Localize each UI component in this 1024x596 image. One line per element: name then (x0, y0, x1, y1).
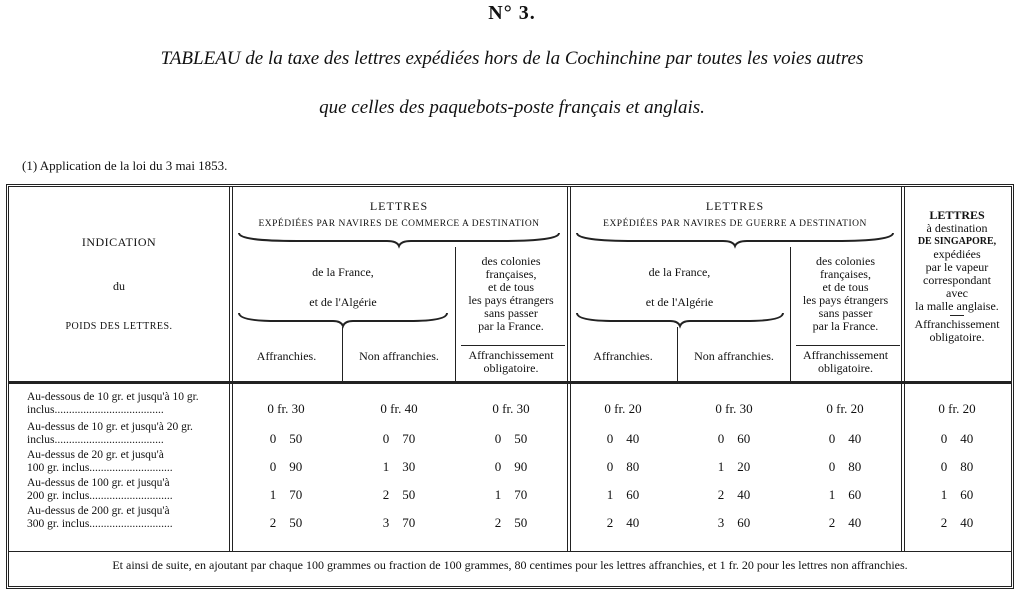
table-cell: 2 40 (606, 515, 640, 530)
row-label (27, 505, 237, 530)
footer-rule (9, 551, 1011, 552)
commerce-france-brace (237, 311, 449, 327)
colonies-line: sans passer (818, 306, 873, 320)
table-cell: 0 80 (606, 459, 640, 474)
table-cell: 0 40 (828, 431, 862, 446)
row-label-line: Au-dessus de 200 gr. et jusqu'à (27, 505, 170, 517)
row-label-line: Au-dessous de 10 gr. et jusqu'à 10 gr. (27, 391, 199, 403)
commerce-france-line1: de la France, (312, 265, 374, 279)
header-rule (9, 381, 1011, 384)
col-guerre-non-affranchies: Non affranchies. (694, 349, 774, 363)
singapore-header (903, 209, 1011, 344)
short-rule (796, 345, 900, 346)
row-label-line: inclus...................................... (27, 433, 164, 446)
row-label-line: Au-dessus de 100 gr. et jusqu'à (27, 477, 170, 489)
table-cell: 2 40 (717, 487, 751, 502)
singapore-line: LETTRES (929, 208, 985, 222)
indication-heading: INDICATION (81, 235, 157, 249)
table-cell: 1 60 (940, 487, 974, 502)
colonies-line: sans passer (484, 306, 538, 320)
table-cell: 1 70 (494, 487, 528, 502)
table-cell: 0 80 (828, 459, 862, 474)
row-label (27, 391, 237, 416)
commerce-brace (237, 231, 561, 247)
table-footer-note: Et ainsi de suite, en ajoutant par chaque 100 grammes ou fraction de 100 grammes, 80 centimes pour les lettres affranchies, et 1 fr. 20 pour les lettres non affranchies. (112, 558, 908, 572)
colonies-line: les pays étrangers (468, 293, 554, 307)
singapore-line: à destination (926, 221, 988, 235)
document-number: N° 3. (488, 2, 536, 24)
guerre-brace (575, 231, 895, 247)
row-label-line: 100 gr. inclus............................. (27, 461, 173, 474)
table-title-line-2: que celles des paquebots-poste français et anglais. (319, 97, 705, 118)
oblig-line: Affranchissement (802, 348, 889, 362)
singapore-oblig: Affranchissement (914, 317, 1000, 331)
table-cell: 2 50 (382, 487, 416, 502)
col-commerce-non-affranchies: Non affranchies. (359, 349, 439, 363)
guerre-france-line2: et de l'Algérie (645, 295, 714, 309)
table-cell: 1 70 (269, 487, 303, 502)
singapore-line: correspondant (923, 273, 991, 287)
row-label-line: Au-dessus de 20 gr. et jusqu'à (27, 449, 164, 461)
guerre-france-line1: de la France, (648, 265, 711, 279)
colonies-line: et de tous (488, 280, 534, 294)
guerre-france-brace (575, 311, 785, 327)
table-cell: 0 fr. 30 (267, 401, 305, 416)
guerre-subtitle: EXPÉDIÉES PAR NAVIRES DE GUERRE A DESTINATION (603, 219, 867, 229)
colonies-line: des colonies (481, 254, 541, 268)
table-cell: 0 90 (269, 459, 303, 474)
table-cell: 1 60 (828, 487, 862, 502)
colonies-line: et de tous (822, 280, 869, 294)
singapore-line: DE SINGAPORE, (917, 236, 997, 247)
col-commerce-affranchies: Affranchies. (256, 349, 317, 363)
col-guerre-obligatoire (790, 349, 901, 375)
row-label-line: inclus...................................... (27, 403, 164, 416)
table-cell: 0 50 (494, 431, 528, 446)
row-label-line: 300 gr. inclus............................. (27, 517, 173, 530)
singapore-line: avec (946, 286, 968, 300)
oblig-line: obligatoire. (818, 361, 873, 375)
row-label (27, 421, 237, 446)
table-cell: 3 70 (382, 515, 416, 530)
short-rule (461, 345, 565, 346)
table-cell: 0 fr. 30 (715, 401, 753, 416)
table-cell: 2 50 (269, 515, 303, 530)
table-title-line-1: TABLEAU de la taxe des lettres expédiées hors de la Cochinchine par toutes les voies autres (160, 48, 864, 69)
colonies-line: par la France. (812, 319, 879, 333)
table-cell: 1 20 (717, 459, 751, 474)
table-cell: 2 40 (940, 515, 974, 530)
row-label (27, 477, 237, 502)
oblig-line: obligatoire. (483, 361, 539, 375)
commerce-france-line2: et de l'Algérie (309, 295, 377, 309)
table-cell: 0 90 (494, 459, 528, 474)
commerce-colonies (455, 255, 567, 333)
table-cell: 0 fr. 30 (492, 401, 530, 416)
colonies-line: des colonies (816, 254, 875, 268)
singapore-line: la malle anglaise. (915, 299, 999, 313)
singapore-oblig: obligatoire. (929, 330, 985, 344)
col-guerre-affranchies: Affranchies. (593, 349, 653, 363)
col-commerce-obligatoire (455, 349, 567, 375)
singapore-line: par le vapeur (925, 260, 989, 274)
row-label-line: Au-dessus de 10 gr. et jusqu'à 20 gr. (27, 421, 193, 433)
singapore-dash (950, 315, 964, 316)
oblig-line: Affranchissement (468, 348, 554, 362)
table-cell: 0 80 (940, 459, 974, 474)
tariff-table (6, 184, 1014, 589)
table-cell: 0 40 (606, 431, 640, 446)
colonies-line: par la France. (478, 319, 544, 333)
indication-poids: POIDS DES LETTRES. (65, 321, 173, 332)
table-cell: 3 60 (717, 515, 751, 530)
commerce-lettres-title: LETTRES (369, 199, 429, 213)
colonies-line: françaises, (485, 267, 537, 281)
law-note: (1) Application de la loi du 3 mai 1853. (22, 158, 228, 173)
singapore-line: expédiées (933, 247, 981, 261)
indication-du: du (113, 279, 125, 293)
table-cell: 0 fr. 20 (938, 401, 976, 416)
table-cell: 1 30 (382, 459, 416, 474)
guerre-colonies (790, 255, 901, 333)
table-cell: 0 60 (717, 431, 751, 446)
table-cell: 0 70 (382, 431, 416, 446)
row-label-line: 200 gr. inclus............................. (27, 489, 173, 502)
table-cell: 2 40 (828, 515, 862, 530)
table-cell: 0 40 (940, 431, 974, 446)
table-cell: 0 fr. 20 (826, 401, 864, 416)
table-cell: 0 50 (269, 431, 303, 446)
table-cell: 0 fr. 40 (380, 401, 418, 416)
table-cell: 0 fr. 20 (604, 401, 642, 416)
table-cell: 2 50 (494, 515, 528, 530)
table-cell: 1 60 (606, 487, 640, 502)
guerre-lettres-title: LETTRES (705, 199, 765, 213)
colonies-line: les pays étrangers (802, 293, 889, 307)
colonies-line: françaises, (820, 267, 871, 281)
commerce-subtitle: EXPÉDIÉES PAR NAVIRES DE COMMERCE A DESTINATION (258, 219, 540, 229)
row-label (27, 449, 237, 474)
